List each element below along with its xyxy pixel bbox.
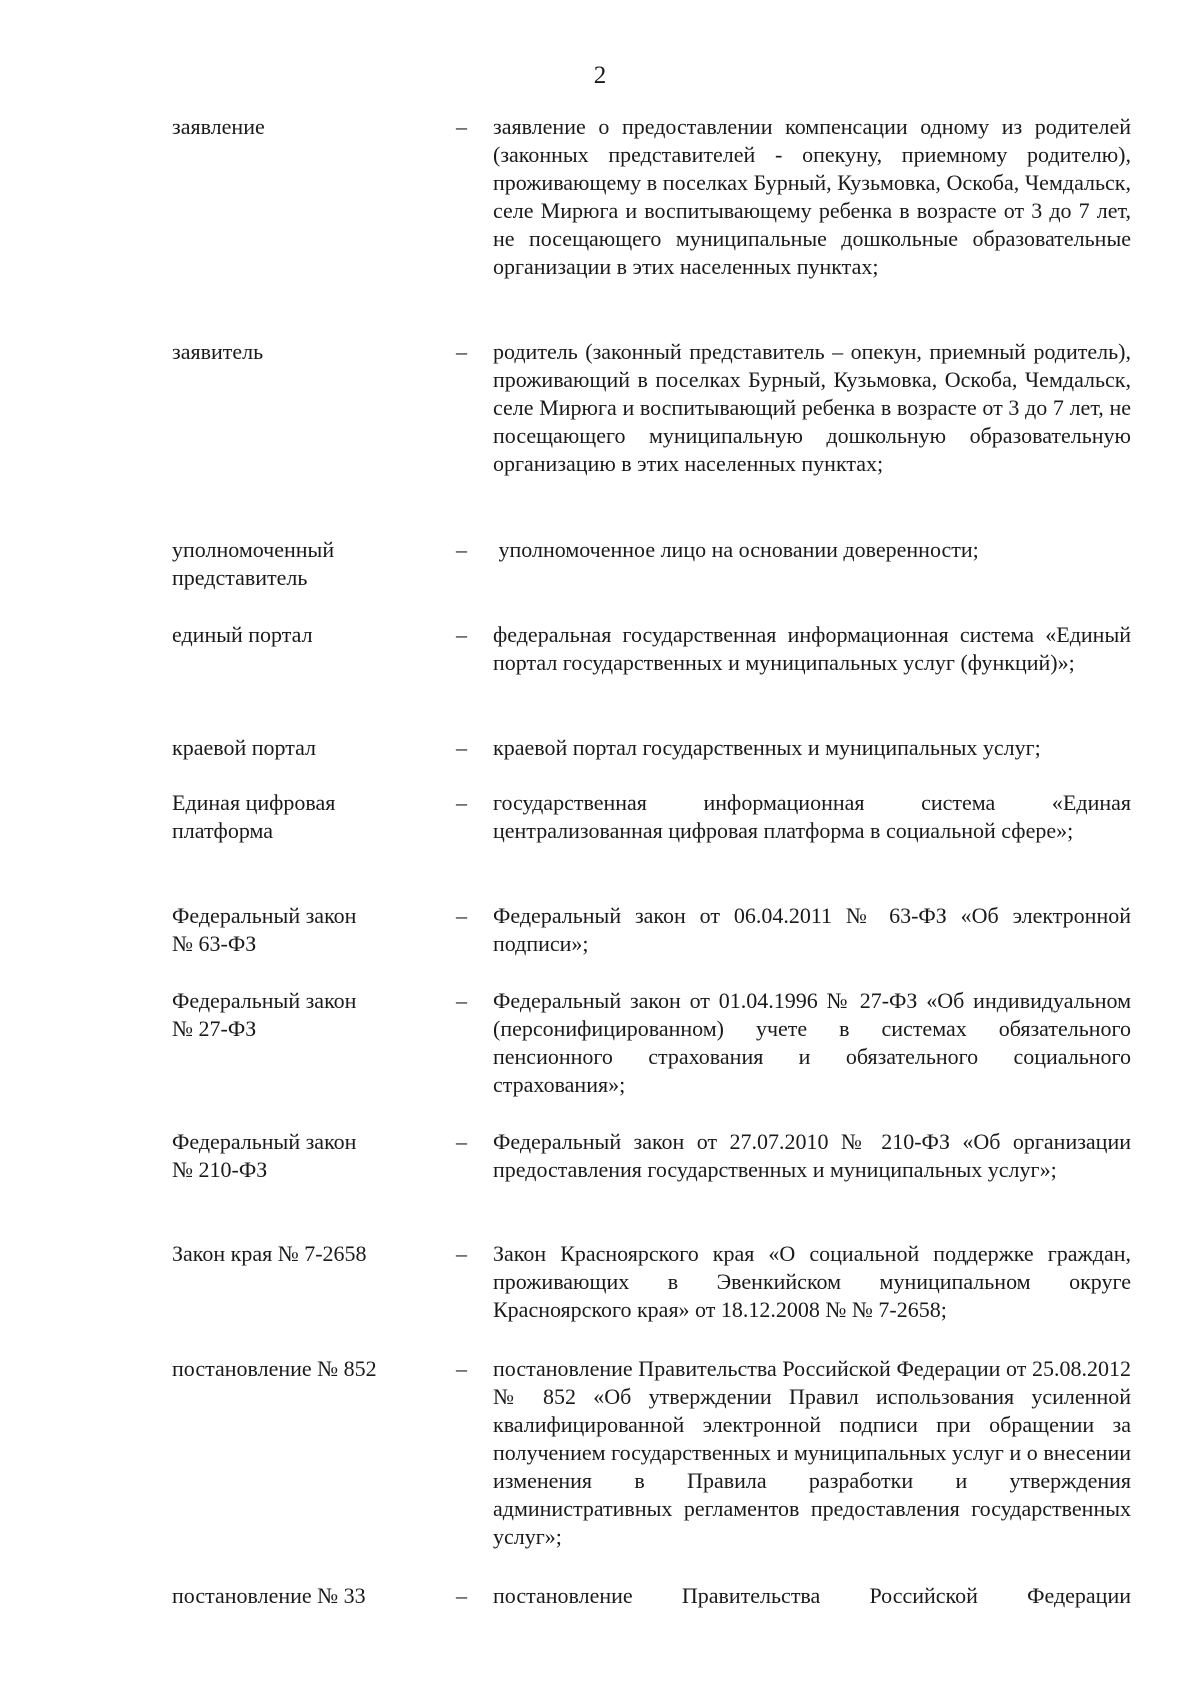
term-dash: –	[456, 622, 467, 647]
term-label: постановление № 33	[172, 1583, 366, 1608]
term-definition: заявление о предоставлении компенсации одному из родителей (законных представителей - опекуну, приемному родителю), проживающему в поселках Бурный, Кузьмовка, Оскоба, Чемдальск, селе Мирюга и воспитывающему ребенка в возрасте от 3 до 7 лет, не посещающего муниципальные дошкольные образовательные организации в этих населенных пунктах;	[493, 114, 1131, 279]
term-dash: –	[456, 988, 467, 1013]
term-label: Единая цифровая платформа	[172, 790, 336, 843]
term-label: заявитель	[172, 339, 264, 364]
term-label: постановление № 852	[172, 1356, 377, 1381]
term-label: Федеральный закон № 63-ФЗ	[172, 903, 357, 956]
term-definition: постановление Правительства Российской Федерации	[493, 1583, 1131, 1608]
term-definition: постановление Правительства Российской Федерации от 25.08.2012 № 852 «Об утверждении Правил использования усиленной квалифицированной электронной подписи при обращении за получением государственных и муниципальных услуг и о внесении изменения в Правила разработки и утверждения административных регламентов предоставления государственных услуг»;	[493, 1356, 1131, 1549]
term-dash: –	[456, 1356, 467, 1381]
page-number: 2	[593, 62, 607, 89]
term-definition: Закон Красноярского края «О социальной поддержке граждан, проживающих в Эвенкийском муниципальном округе Красноярского края» от 18.12.2008 № № 7-2658;	[493, 1241, 1131, 1322]
term-definition: уполномоченное лицо на основании доверенности;	[493, 537, 979, 562]
term-dash: –	[456, 735, 467, 760]
term-dash: –	[456, 903, 467, 928]
term-dash: –	[456, 790, 467, 815]
term-dash: –	[456, 1583, 467, 1608]
term-dash: –	[456, 1129, 467, 1154]
term-definition: федеральная государственная информационная система «Единый портал государственных и муниципальных услуг (функций)»;	[493, 622, 1131, 675]
term-dash: –	[456, 114, 467, 139]
term-dash: –	[456, 339, 467, 364]
term-label: уполномоченный представитель	[172, 537, 335, 590]
term-dash: –	[456, 537, 467, 562]
term-definition: Федеральный закон от 01.04.1996 № 27-ФЗ «Об индивидуальном (персонифицированном) учете в системах обязательного пенсионного страхования и обязательного социального страхования»;	[493, 988, 1131, 1097]
term-definition: Федеральный закон от 06.04.2011 № 63-ФЗ «Об электронной подписи»;	[493, 903, 1131, 956]
term-label: Федеральный закон № 210-ФЗ	[172, 1129, 357, 1182]
term-label: краевой портал	[172, 735, 317, 760]
term-label: Закон края № 7-2658	[172, 1241, 367, 1266]
term-label: заявление	[172, 114, 265, 139]
term-label: единый портал	[172, 622, 313, 647]
term-label: Федеральный закон № 27-ФЗ	[172, 988, 357, 1041]
term-definition: Федеральный закон от 27.07.2010 № 210-ФЗ «Об организации предоставления государственных и муниципальных услуг»;	[493, 1129, 1131, 1182]
term-definition: государственная информационная система «Единая централизованная цифровая платформа в социальной сфере»;	[493, 790, 1131, 843]
term-definition: родитель (законный представитель – опекун, приемный родитель), проживающий в поселках Бурный, Кузьмовка, Оскоба, Чемдальск, селе Мирюга и воспитывающий ребенка в возрасте от 3 до 7 лет, не посещающего муниципальную дошкольную образовательную организацию в этих населенных пунктах;	[493, 339, 1131, 476]
term-definition: краевой портал государственных и муниципальных услуг;	[493, 735, 1041, 760]
term-dash: –	[456, 1241, 467, 1266]
